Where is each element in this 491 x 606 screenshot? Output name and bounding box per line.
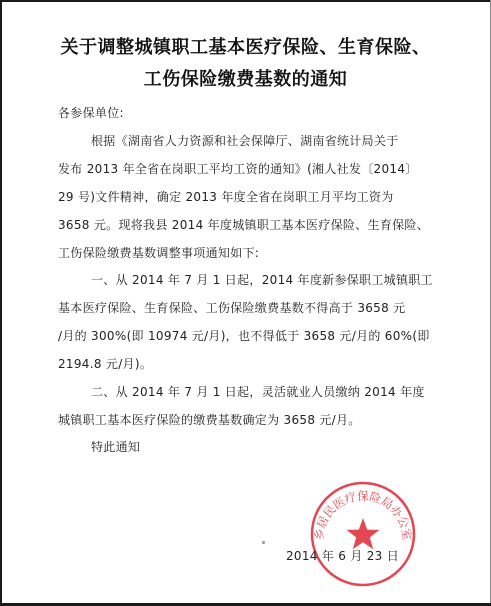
- paragraph-2-line-1: 一、从 2014 年 7 月 1 日起，2014 年度新参保职工城镇职工: [91, 273, 433, 287]
- document-title-line-1: 关于调整城镇职工基本医疗保险、生育保险、: [60, 37, 431, 58]
- document-title-line-2: 工伤保险缴费基数的通知: [143, 69, 348, 90]
- paragraph-2-line-4: 2194.8 元/月)。: [58, 357, 153, 371]
- paragraph-2-line-3: /月的 300%(即 10974 元/月)，也不得低于 3658 元/月的 60%(即: [58, 329, 430, 343]
- paragraph-2-line-2: 基本医疗保险、生育保险、工伤保险缴费基数不得高于 3658 元: [58, 301, 406, 315]
- svg-text:乡居民医疗保险局办公室: 乡居民医疗保险局办公室: [311, 489, 415, 541]
- page-border-top: [0, 0, 491, 2]
- scan-speck: [262, 541, 265, 544]
- document-date: 2014 年 6 月 23 日: [286, 549, 400, 563]
- paragraph-1-line-2: 发布 2013 年全省在岗职工平均工资的通知》(湘人社发〔2014〕: [58, 162, 418, 176]
- paragraph-1-line-4: 3658 元。现将我县 2014 年度城镇职工基本医疗保险、生育保险、: [58, 218, 430, 232]
- paragraph-1-line-5: 工伤保险缴费基数调整事项通知如下:: [58, 246, 260, 260]
- paragraph-3-line-2: 城镇职工基本医疗保险的缴费基数确定为 3658 元/月。: [58, 413, 361, 427]
- paragraph-3-line-1: 二、从 2014 年 7 月 1 日起，灵活就业人员缴纳 2014 年度: [91, 385, 425, 399]
- salutation: 各参保单位:: [58, 106, 124, 120]
- paragraph-1-line-3: 29 号)文件精神，确定 2013 年度全省在岗职工月平均工资为: [58, 190, 394, 204]
- paragraph-1-line-1: 根据《湖南省人力资源和社会保障厅、湖南省统计局关于: [91, 134, 399, 148]
- closing-remark: 特此通知: [91, 440, 141, 454]
- official-seal-stamp: [309, 480, 417, 588]
